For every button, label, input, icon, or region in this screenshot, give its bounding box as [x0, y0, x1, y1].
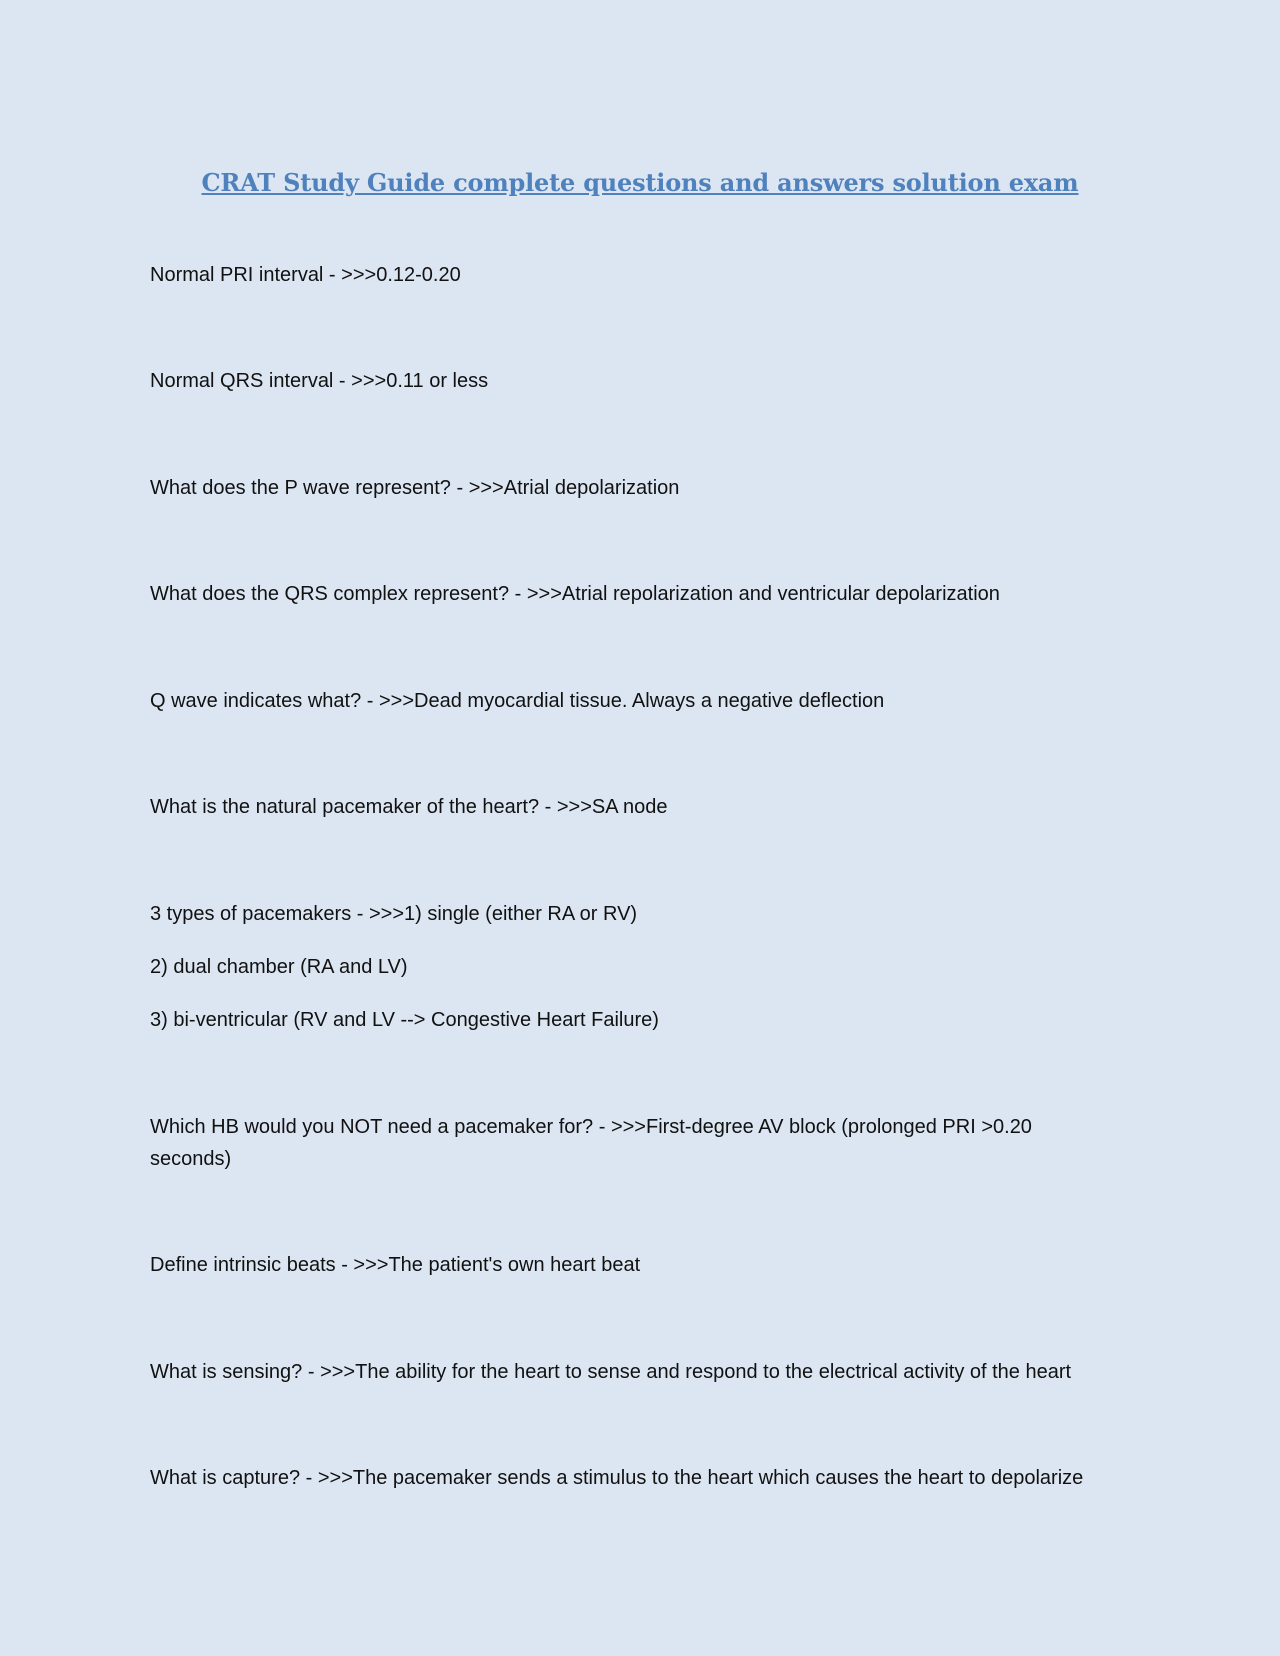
qa-entry-pri-interval: Normal PRI interval - >>>0.12-0.20: [150, 264, 461, 286]
qa-entry-qrs-interval: Normal QRS interval - >>>0.11 or less: [150, 370, 489, 392]
qa-entry-q-wave: Q wave indicates what? - >>>Dead myocardial tissue. Always a negative deflection: [150, 690, 885, 712]
qa-entry-p-wave: What does the P wave represent? - >>>Atrial depolarization: [150, 477, 680, 499]
qa-entry-heart-block: Which HB would you NOT need a pacemaker for? - >>>First-degree AV block (prolonged PRI >0.20 seconds): [150, 1116, 1032, 1170]
document-title: CRAT Study Guide complete questions and answers solution exam: [201, 168, 1079, 197]
qa-entry-pacemaker-type-2: 2) dual chamber (RA and LV): [150, 956, 408, 978]
qa-entry-pacemaker-type-3: 3) bi-ventricular (RV and LV --> Congestive Heart Failure): [150, 1009, 659, 1031]
qa-entry-sensing: What is sensing? - >>>The ability for the heart to sense and respond to the electrical activity of the heart: [150, 1361, 1072, 1383]
qa-entry-intrinsic-beats: Define intrinsic beats - >>>The patient's own heart beat: [150, 1254, 641, 1276]
qa-entry-pacemaker-types: 3 types of pacemakers - >>>1) single (either RA or RV): [150, 903, 638, 925]
qa-entry-natural-pacemaker: What is the natural pacemaker of the heart? - >>>SA node: [150, 796, 668, 818]
qa-entry-capture: What is capture? - >>>The pacemaker sends a stimulus to the heart which causes the heart to depolarize: [150, 1467, 1084, 1489]
qa-entry-qrs-complex: What does the QRS complex represent? - >>>Atrial repolarization and ventricular depolarization: [150, 583, 1000, 605]
